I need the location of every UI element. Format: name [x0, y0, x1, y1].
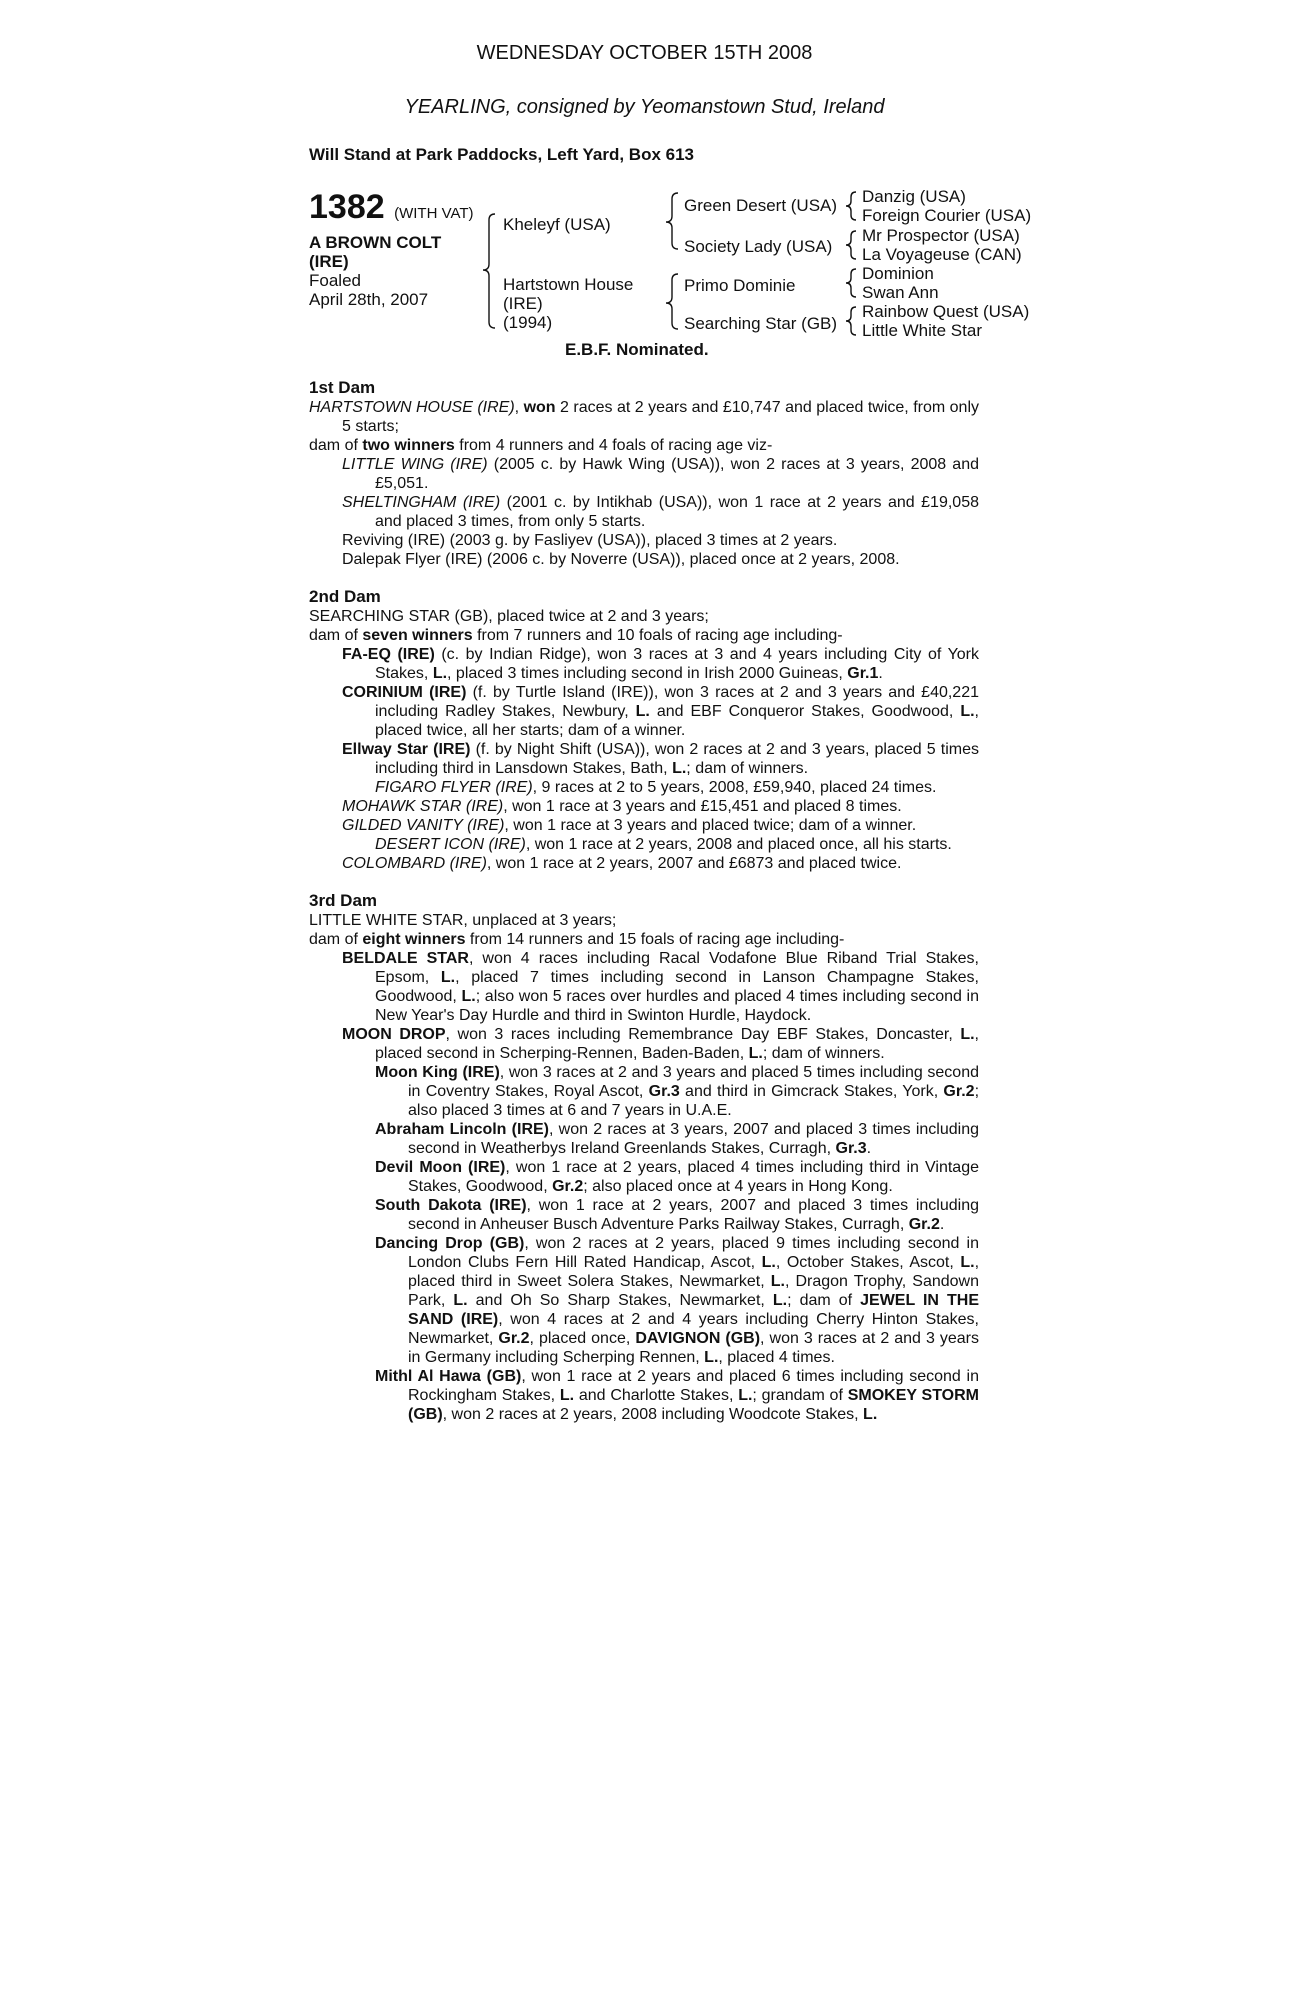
record-text: L. [559, 1387, 575, 1404]
record-line [309, 778, 979, 797]
record-line [309, 740, 979, 778]
record-line [309, 949, 979, 1025]
record-text: L. [672, 760, 687, 777]
record-text: SEARCHING STAR (GB), placed twice at 2 and 3 years; [309, 608, 709, 625]
pedigree-dam-dam: Searching Star (GB) [684, 314, 838, 333]
record-text: (2001 c. by Intikhab (USA)), won 1 race at 2 years and £19,058 and placed 3 times, from only 5 starts. [375, 494, 979, 530]
record-text: , won 1 race at 2 years, 2008 and placed once, all his starts. [525, 836, 952, 853]
record-text: dam of [309, 627, 363, 644]
record-text: Devil Moon (IRE) [375, 1159, 506, 1176]
pedigree-dam-name: Hartstown House [503, 275, 634, 294]
record-line [309, 493, 979, 531]
record-text: dam of [309, 437, 363, 454]
dam-section [309, 891, 979, 1424]
record-text: ; grandam of [752, 1387, 848, 1404]
record-text: MOHAWK STAR (IRE) [342, 798, 504, 815]
record-text: DAVIGNON (GB) [635, 1330, 761, 1347]
record-text: JEWEL IN THE SAND (IRE) [408, 1292, 980, 1328]
pedigree-dam-year: (1994) [503, 313, 553, 332]
record-text: LITTLE WHITE STAR, unplaced at 3 years; [309, 912, 617, 929]
record-text: Moon King (IRE) [375, 1064, 500, 1081]
record-text: Mithl Al Hawa (GB) [375, 1368, 522, 1385]
record-text: HARTSTOWN HOUSE (IRE) [309, 399, 515, 416]
record-text: MOON DROP [342, 1026, 446, 1043]
pedigree-ggp-3: Mr Prospector (USA) [862, 226, 1020, 245]
pedigree-ggp-8: Little White Star [862, 321, 982, 340]
record-line [309, 1025, 979, 1063]
pedigree-ggp-5: Dominion [862, 264, 934, 283]
record-text: . [878, 665, 883, 682]
dam-section-title: 2nd Dam [309, 587, 381, 606]
record-line [309, 835, 979, 854]
pedigree-ggp-7: Rainbow Quest (USA) [862, 302, 1030, 321]
record-text: Ellway Star (IRE) [342, 741, 471, 758]
record-text: L. [770, 1273, 785, 1290]
record-text: dam of [309, 931, 363, 948]
record-line [309, 1063, 979, 1120]
produce-record [309, 378, 979, 1424]
pedigree-dam-sire: Primo Dominie [684, 276, 796, 295]
dam-section-title: 3rd Dam [309, 891, 378, 910]
record-text: , placed third in Sweet Solera Stakes, Newmarket, [408, 1254, 980, 1290]
pedigree-ggp-6: Swan Ann [862, 283, 939, 302]
dam-section [309, 378, 979, 569]
pedigree-sire-dam: Society Lady (USA) [684, 237, 833, 256]
record-text: , won 2 races at 2 years, placed 9 times including second in London Clubs Fern Hill Rated Handicap, Ascot, [408, 1235, 979, 1271]
record-text: from 4 runners and 4 foals of racing age viz- [454, 437, 773, 454]
record-line [309, 398, 979, 436]
record-text: ; dam of winners. [762, 1045, 885, 1062]
pedigree-ggp-4: La Voyageuse (CAN) [862, 245, 1022, 264]
record-text: FA-EQ (IRE) [342, 646, 435, 663]
record-line [309, 436, 979, 455]
record-text: L. [761, 1254, 776, 1271]
record-text: FIGARO FLYER (IRE) [375, 779, 533, 796]
record-text: SMOKEY STORM (GB) [408, 1387, 980, 1423]
pedigree-sire: Kheleyf (USA) [503, 215, 611, 234]
record-text: (2005 c. by Hawk Wing (USA)), won 2 races at 3 years, 2008 and £5,051. [375, 456, 979, 492]
consignment-line: YEARLING, consigned by Yeomanstown Stud, Ireland [404, 96, 885, 118]
record-text: L. [432, 665, 448, 682]
record-text: , won 2 races at 2 years, 2008 including Woodcote Stakes, [442, 1406, 864, 1423]
ebf-nominated: E.B.F. Nominated. [565, 340, 709, 359]
record-text: , won 4 races including Racal Vodafone Blue Riband Trial Stakes, Epsom, [375, 950, 979, 986]
record-text: L. [704, 1349, 719, 1366]
record-text: 2 races at 2 years and £10,747 and placed twice, from only 5 starts; [342, 399, 980, 435]
record-text: DESERT ICON (IRE) [375, 836, 526, 853]
record-text: , won 3 races including Remembrance Day EBF Stakes, Doncaster, [445, 1026, 961, 1043]
record-text: Abraham Lincoln (IRE) [375, 1121, 550, 1138]
pedigree-ggp-2: Foreign Courier (USA) [862, 206, 1032, 225]
record-text: , won 3 races at 2 and 3 years in Germany including Scherping Rennen, [408, 1330, 980, 1366]
record-line [309, 1367, 979, 1424]
lot-vat: (WITH VAT) [394, 205, 474, 222]
record-text: (f. by Turtle Island (IRE)), won 3 races at 2 and 3 years and £40,221 including Radley Stakes, Newbury, [375, 684, 980, 720]
record-text: Gr.3 [835, 1140, 867, 1157]
sale-date: WEDNESDAY OCTOBER 15TH 2008 [476, 42, 813, 64]
record-text: . [866, 1140, 872, 1157]
record-line [309, 531, 979, 550]
record-text: , won 1 race at 3 years and £15,451 and placed 8 times. [503, 798, 902, 815]
record-text: , placed second in Scherping-Rennen, Baden-Baden, [375, 1026, 979, 1062]
record-text: ; also won 5 races over hurdles and placed 4 times including second in New Year's Day Hurdle and third in Swinton Hurdle, Haydock. [375, 988, 980, 1024]
record-text: , won 3 races at 2 and 3 years and placed 5 times including second in Coventry Stakes, Royal Ascot, [408, 1064, 980, 1100]
record-line [309, 607, 979, 626]
record-text: Gr.2 [908, 1216, 940, 1233]
record-text: Gr.2 [943, 1083, 975, 1100]
record-line [309, 683, 979, 740]
record-text: two winners [362, 437, 455, 454]
record-text: L. [738, 1387, 753, 1404]
record-text: Gr.3 [648, 1083, 680, 1100]
record-text: seven winners [362, 627, 473, 644]
record-text: ; dam of winners. [686, 760, 809, 777]
record-line [309, 1196, 979, 1234]
record-text: (c. by Indian Ridge), won 3 races at 3 and 4 years including City of York Stakes, [375, 646, 980, 682]
record-line [309, 1120, 979, 1158]
record-text: Gr.1 [847, 665, 879, 682]
record-line [309, 854, 979, 873]
pedigree-sire-sire: Green Desert (USA) [684, 196, 838, 215]
record-text: , placed once, [529, 1330, 636, 1347]
record-text: and Oh So Sharp Stakes, Newmarket, [467, 1292, 773, 1309]
record-line [309, 1234, 979, 1367]
record-text: , placed twice, all her starts; dam of a winner. [375, 703, 979, 739]
record-text: L. [960, 1254, 975, 1271]
record-text: South Dakota (IRE) [375, 1197, 527, 1214]
record-text: eight winners [362, 931, 466, 948]
record-text: and third in Gimcrack Stakes, York, [679, 1083, 944, 1100]
lot-description-origin: (IRE) [309, 252, 349, 271]
record-line [309, 930, 979, 949]
record-text: , October Stakes, Ascot, [775, 1254, 961, 1271]
record-text: Reviving (IRE) (2003 g. by Fasliyev (USA)), placed 3 times at 2 years. [342, 532, 838, 549]
record-text: L. [635, 703, 650, 720]
foaled-date: April 28th, 2007 [309, 290, 429, 309]
record-text: L. [453, 1292, 468, 1309]
record-text: won [523, 399, 556, 416]
pedigree-dam-origin: (IRE) [503, 294, 543, 313]
record-text: L. [960, 1026, 975, 1043]
record-text: LITTLE WING (IRE) [342, 456, 488, 473]
record-line [309, 797, 979, 816]
record-text: L. [772, 1292, 788, 1309]
record-text: . [939, 1216, 945, 1233]
record-text: , won 1 race at 3 years and placed twice; dam of a winner. [504, 817, 917, 834]
record-text: ; also placed once at 4 years in Hong Kong. [583, 1178, 893, 1195]
record-text: , [514, 399, 524, 416]
record-line [309, 1158, 979, 1196]
record-text: BELDALE STAR [342, 950, 469, 967]
foaled-label: Foaled [309, 271, 361, 290]
record-text: L. [461, 988, 476, 1005]
record-text: and EBF Conqueror Stakes, Goodwood, [649, 703, 961, 720]
record-text: L. [748, 1045, 763, 1062]
record-text: , won 1 race at 2 years and placed 6 times including second in Rockingham Stakes, [408, 1368, 979, 1404]
record-text: and Charlotte Stakes, [574, 1387, 739, 1404]
record-text: L. [440, 969, 456, 986]
lot-description: A BROWN COLT [309, 233, 442, 252]
record-text: COLOMBARD (IRE) [342, 855, 487, 872]
lot-number: 1382 [309, 188, 385, 226]
record-text: from 14 runners and 15 foals of racing age including- [465, 931, 845, 948]
record-text: (f. by Night Shift (USA)), won 2 races at 2 and 3 years, placed 5 times including third in Lansdown Stakes, Bath, [375, 741, 979, 777]
record-text: GILDED VANITY (IRE) [342, 817, 505, 834]
record-text: , won 1 race at 2 years, 2007 and placed 3 times including second in Anheuser Busch Adventure Parks Railway Stakes, Curragh, [408, 1197, 980, 1233]
pedigree-ggp-1: Danzig (USA) [862, 187, 966, 206]
record-line [309, 550, 979, 569]
record-text: L. [863, 1406, 878, 1423]
record-line [309, 626, 979, 645]
record-text: ; also placed 3 times at 6 and 7 years in U.A.E. [408, 1083, 980, 1119]
record-text: SHELTINGHAM (IRE) [342, 494, 501, 511]
record-text: Dalepak Flyer (IRE) (2006 c. by Noverre (USA)), placed once at 2 years, 2008. [342, 551, 900, 568]
dam-section-title: 1st Dam [309, 378, 376, 397]
record-line [309, 911, 979, 930]
record-text: , won 4 races at 2 and 4 years including Cherry Hinton Stakes, Newmarket, [408, 1311, 979, 1347]
record-text: , 9 races at 2 to 5 years, 2008, £59,940, placed 24 times. [532, 779, 937, 796]
record-line [309, 455, 979, 493]
record-text: L. [960, 703, 975, 720]
record-text: Dancing Drop (GB) [375, 1235, 525, 1252]
record-text: Gr.2 [552, 1178, 584, 1195]
record-text: from 7 runners and 10 foals of racing age including- [472, 627, 843, 644]
record-text: ; dam of [787, 1292, 861, 1309]
record-line [309, 645, 979, 683]
record-text: Gr.2 [498, 1330, 530, 1347]
record-text: , won 1 race at 2 years, placed 4 times including third in Vintage Stakes, Goodwood, [408, 1159, 980, 1195]
record-text: , placed 7 times including second in Lanson Champagne Stakes, Goodwood, [375, 969, 980, 1005]
stand-location: Will Stand at Park Paddocks, Left Yard, Box 613 [309, 145, 694, 164]
record-text: , Dragon Trophy, Sandown Park, [408, 1273, 979, 1309]
dam-section [309, 587, 979, 873]
record-text: CORINIUM (IRE) [342, 684, 467, 701]
record-text: , won 2 races at 3 years, 2007 and placed 3 times including second in Weatherbys Ireland Greenlands Stakes, Curragh, [408, 1121, 980, 1157]
record-text: , placed 4 times. [718, 1349, 835, 1366]
record-text: , placed 3 times including second in Irish 2000 Guineas, [447, 665, 848, 682]
record-line [309, 816, 979, 835]
pedigree-dam [503, 275, 633, 332]
record-text: , won 1 race at 2 years, 2007 and £6873 and placed twice. [486, 855, 902, 872]
